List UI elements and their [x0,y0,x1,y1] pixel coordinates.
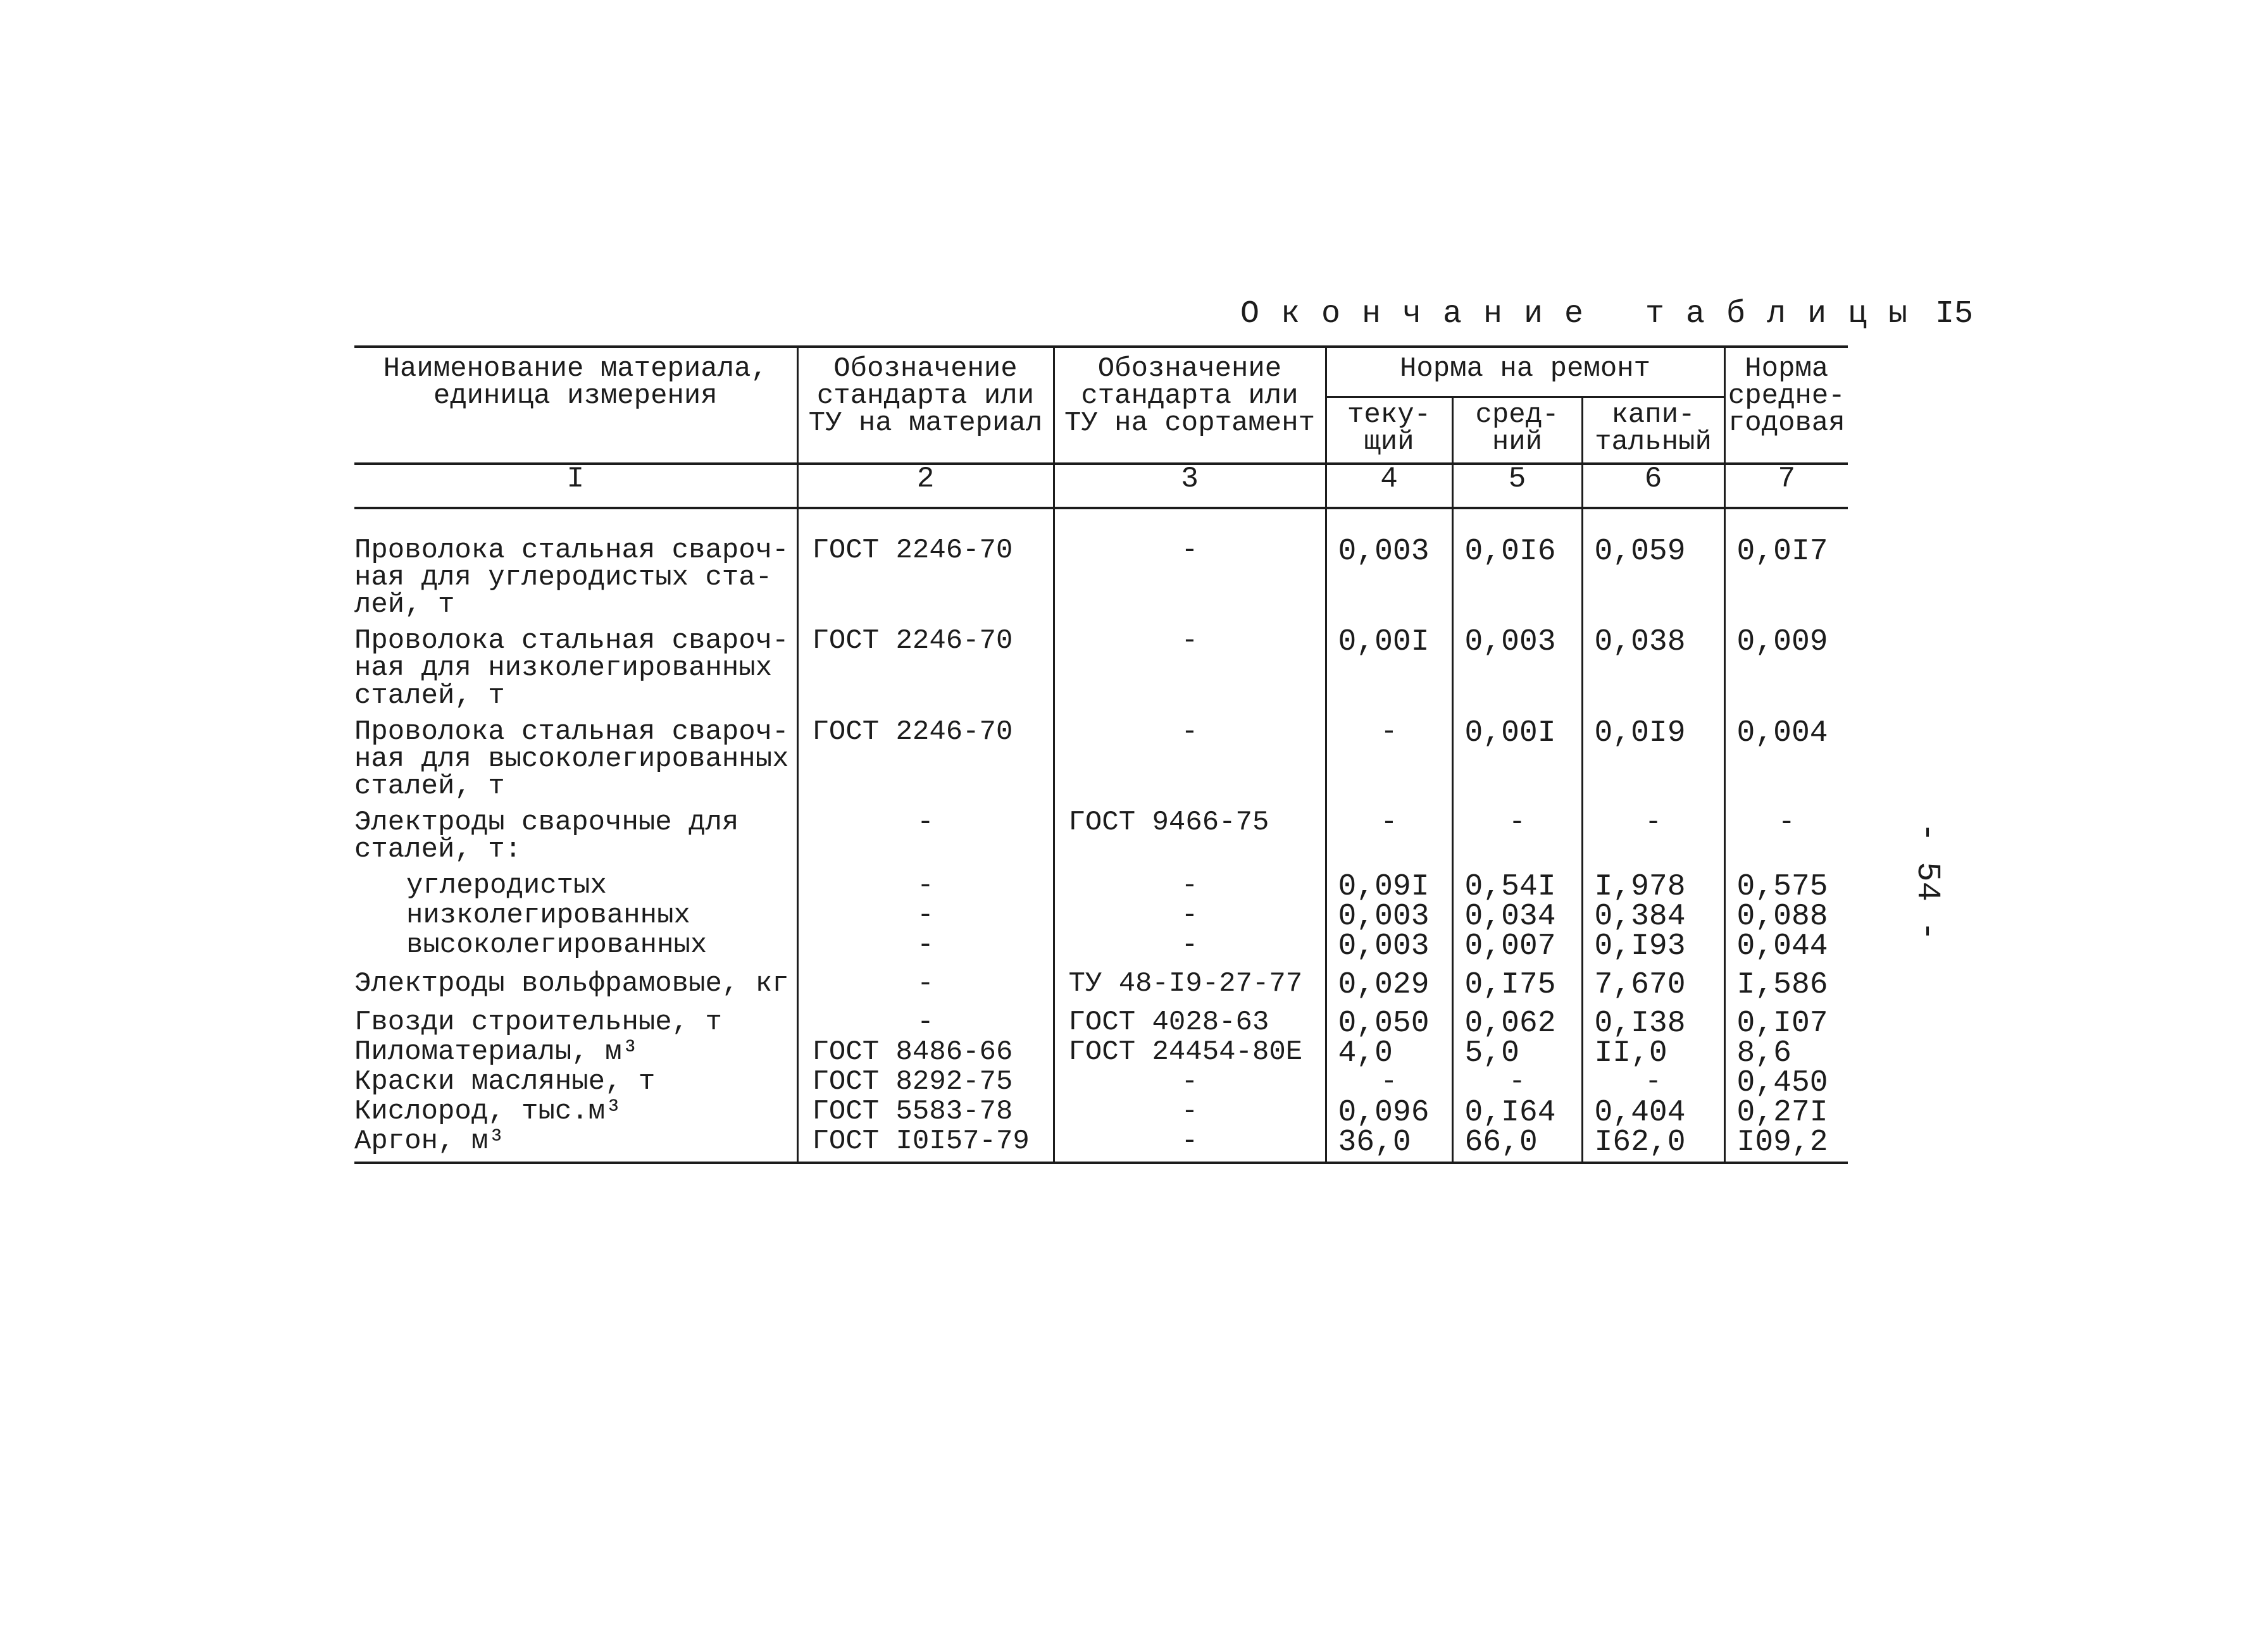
material-standard: - [797,902,1054,932]
norm-medium: 66,0 [1452,1128,1582,1163]
norm-current: 0,096 [1326,1098,1452,1128]
material-standard: ГОСТ 8486-66 [797,1039,1054,1069]
material-name: низколегированных [406,900,690,932]
material-standard: - [797,864,1054,902]
norm-capital: 0,404 [1582,1098,1724,1128]
norm-medium: 0,I75 [1452,962,1582,1000]
norm-capital: - [1582,1069,1724,1098]
norm-current: - [1326,710,1452,800]
table-row [354,902,1848,932]
table-caption [1240,296,1973,332]
norm-annual: 8,6 [1724,1039,1848,1069]
table-row [354,1000,1848,1039]
material-name: Кислород, тыс.м³ [354,1096,622,1128]
norm-current: - [1326,800,1452,864]
norm-current: 0,003 [1326,508,1452,619]
norm-current: - [1326,1069,1452,1098]
column-number: 6 [1582,464,1724,508]
caption-text: Окончание таблицы [1240,296,1929,332]
header-row [354,347,1848,397]
header-current: теку- щий [1326,397,1452,464]
assortment-standard: ГОСТ 4028-63 [1054,1000,1326,1039]
assortment-standard: ГОСТ 9466-75 [1054,800,1326,864]
material-name: Гвозди строительные, т [354,1007,722,1039]
column-number: 3 [1054,464,1326,508]
material-standard: - [797,962,1054,1000]
norm-medium: 0,062 [1452,1000,1582,1039]
table-row [354,1039,1848,1069]
material-name: Электроды вольфрамовые, кг [354,968,789,1000]
material-standard: ГОСТ 5583-78 [797,1098,1054,1128]
header-medium: сред- ний [1452,397,1582,464]
material-name: Электроды сварочные для сталей, т: [354,806,739,866]
column-number: 4 [1326,464,1452,508]
header-material-standard: Обозначение стандарта или ТУ на материал [797,347,1054,464]
norm-medium: 0,00I [1452,710,1582,800]
assortment-standard: - [1054,864,1326,902]
column-number: 7 [1724,464,1848,508]
norm-medium: - [1452,1069,1582,1098]
norm-medium: 0,003 [1452,619,1582,709]
norms-table [354,345,1848,1164]
norm-medium: 0,007 [1452,932,1582,962]
table-row [354,962,1848,1000]
material-name: Проволока стальная свароч- ная для низколегированных сталей, т [354,625,789,712]
norm-annual: 0,009 [1724,619,1848,709]
column-number: 2 [797,464,1054,508]
table-row [354,1128,1848,1163]
assortment-standard: ТУ 48-I9-27-77 [1054,962,1326,1000]
norm-current: 0,003 [1326,902,1452,932]
header-repair-norm: Норма на ремонт [1326,347,1724,397]
caption-number: I5 [1935,296,1974,332]
material-standard: - [797,932,1054,962]
norm-current: 0,003 [1326,932,1452,962]
norm-annual: 0,27I [1724,1098,1848,1128]
table-row [354,508,1848,619]
norm-annual: I,586 [1724,962,1848,1000]
assortment-standard: - [1054,619,1326,709]
table-row [354,1098,1848,1128]
norm-medium: 0,0I6 [1452,508,1582,619]
material-standard: ГОСТ 2246-70 [797,710,1054,800]
norm-current: 0,00I [1326,619,1452,709]
norm-medium: 0,034 [1452,902,1582,932]
norm-medium: - [1452,800,1582,864]
norm-annual: 0,088 [1724,902,1848,932]
norm-current: 0,09I [1326,864,1452,902]
material-standard: ГОСТ 2246-70 [797,619,1054,709]
norm-capital: 7,670 [1582,962,1724,1000]
column-number: I [354,464,797,508]
assortment-standard: ГОСТ 24454-80Е [1054,1039,1326,1069]
norm-capital: I,978 [1582,864,1724,902]
table-row [354,864,1848,902]
norm-capital: II,0 [1582,1039,1724,1069]
norm-capital: 0,059 [1582,508,1724,619]
norm-capital: 0,0I9 [1582,710,1724,800]
norm-current: 4,0 [1326,1039,1452,1069]
table-row [354,619,1848,709]
norm-current: 36,0 [1326,1128,1452,1163]
material-standard: ГОСТ 8292-75 [797,1069,1054,1098]
assortment-standard: - [1054,902,1326,932]
norm-annual: 0,004 [1724,710,1848,800]
header-capital: капи- тальный [1582,397,1724,464]
material-standard: - [797,1000,1054,1039]
table-row [354,800,1848,864]
norm-capital: 0,I93 [1582,932,1724,962]
assortment-standard: - [1054,1098,1326,1128]
material-name: Проволока стальная свароч- ная для углеродистых ста- лей, т [354,535,789,621]
material-name: Краски масляные, т [354,1066,656,1098]
norm-capital: 0,038 [1582,619,1724,709]
assortment-standard: - [1054,932,1326,962]
norm-capital: 0,I38 [1582,1000,1724,1039]
assortment-standard: - [1054,1128,1326,1163]
norm-annual: I09,2 [1724,1128,1848,1163]
header-annual-norm: Норма средне- годовая [1724,347,1848,464]
material-name: высоколегированных [406,929,707,962]
norm-current: 0,029 [1326,962,1452,1000]
material-standard: - [797,800,1054,864]
header-material: Наименование материала, единица измерения [354,347,797,464]
assortment-standard: - [1054,508,1326,619]
column-number-row [354,464,1848,508]
header-assortment-standard: Обозначение стандарта или ТУ на сортамент [1054,347,1326,464]
column-number: 5 [1452,464,1582,508]
norm-annual: 0,0I7 [1724,508,1848,619]
norm-current: 0,050 [1326,1000,1452,1039]
norm-annual: 0,I07 [1724,1000,1848,1039]
norm-capital: I62,0 [1582,1128,1724,1163]
norm-capital: - [1582,800,1724,864]
norm-medium: 0,I64 [1452,1098,1582,1128]
assortment-standard: - [1054,710,1326,800]
norm-medium: 0,54I [1452,864,1582,902]
norm-annual: 0,044 [1724,932,1848,962]
page-number: - 54 - [1909,822,1946,941]
table-row [354,932,1848,962]
material-name: Аргон, м³ [354,1128,797,1163]
assortment-standard: - [1054,1069,1326,1098]
table-row [354,710,1848,800]
norm-medium: 5,0 [1452,1039,1582,1069]
norm-capital: 0,384 [1582,902,1724,932]
material-standard: ГОСТ 2246-70 [797,508,1054,619]
table-row [354,1069,1848,1098]
norm-annual: 0,575 [1724,864,1848,902]
material-name: углеродистых [406,870,607,902]
material-name: Пиломатериалы, м³ [354,1036,639,1069]
norm-annual: - [1724,800,1848,864]
material-standard: ГОСТ I0I57-79 [797,1128,1054,1163]
material-name: Проволока стальная свароч- ная для высоколегированных сталей, т [354,716,789,802]
norm-annual: 0,450 [1724,1069,1848,1098]
